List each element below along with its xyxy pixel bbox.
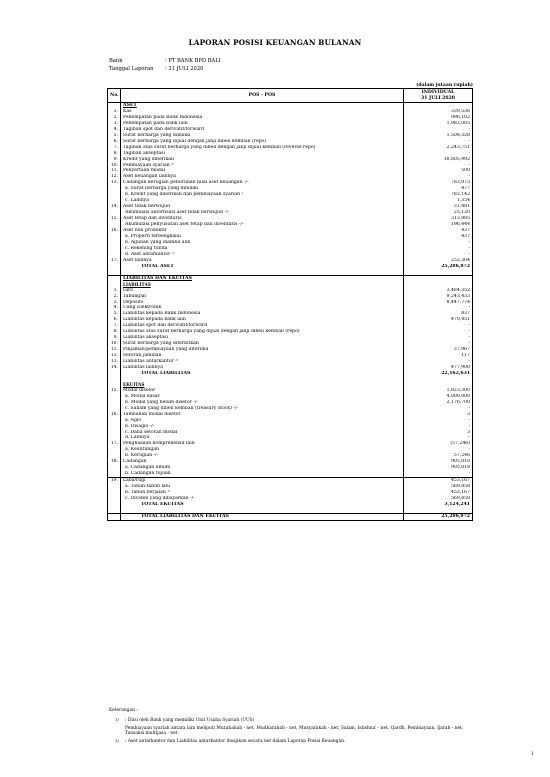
row-number: 15. [108,216,121,222]
row-label: a. Tahun-tahun lalu [121,484,404,490]
row-number: 19. [108,478,121,484]
row-label: Akumulasi amortisasi aset tidak berwujud -/- [121,210,404,216]
row-number: 17. [108,258,121,264]
row-value: - [404,139,473,145]
note-mark: 1) [115,718,119,722]
row-label: c. Dana setoran modal [121,430,404,436]
meta-value: : 31 JULI 2020 [165,66,204,72]
row-value: 569,858 [404,496,473,502]
meta-date [109,66,203,72]
row-number: 2. [108,294,121,300]
row-label: b. Kredit yang diberikan dan pembiayaan syariah ¹ [121,192,404,198]
note-item [109,726,469,737]
row-label: d. Aset antarkantor ²⁾ [121,252,404,258]
row-number: 4. [108,305,121,311]
meta-value: : PT BANK BPD BALI [165,58,221,64]
note-mark [109,726,125,737]
row-label: Setoran jaminan [121,353,404,359]
row-number [108,513,121,520]
row-value: 1,354 [404,198,473,204]
report-title: LAPORAN POSISI KEUANGAN BULANAN [188,38,362,47]
row-value: - [404,163,473,169]
row-value: - [404,471,473,477]
row-label: Cadangan [121,459,404,465]
row-label: Deposito [121,300,404,306]
row-value: 196,444 [404,222,473,228]
row-label: Tabungan [121,294,404,300]
row-value: - [404,359,473,365]
row-label: LIABILITAS DAN EKUITAS [121,275,404,281]
meta-key: Bank [109,58,123,64]
row-number: 10. [108,341,121,347]
row-label: Penyertaan modal [121,168,404,174]
row-value: 1,508,328 [404,133,473,139]
row-value: (57,246) [404,441,473,447]
row-label: b. Modal yang belum disetor -/- [121,400,404,406]
note-text: : Aset antarkantor dan Liabilitas antarkantor disajikan secara net dalam Laporan Posisi Keuangan. [125,738,346,744]
row-value: - [404,424,473,430]
row-number: 2. [108,115,121,121]
row-value: 31,481 [404,204,473,210]
row-label: Laba/rugi [121,478,404,484]
row-value: 453,167 [404,478,473,484]
row-number: 13. [108,180,121,186]
row-label: TOTAL LIABILITAS DAN EKUITAS [121,513,404,520]
row-label: c. Dividen yang dibayarkan -/- [121,496,404,502]
row-value: 905,018 [404,459,473,465]
row-value: 25,120 [404,210,473,216]
note-item [109,718,469,724]
row-label: Kredit yang diberikan [121,157,404,163]
row-value: - [404,406,473,412]
row-number: 10. [108,163,121,169]
row-label: b. Cadangan tujuan [121,471,404,477]
row-label: Liabilitas antarkantor ²⁾ [121,359,404,365]
row-value: 500 [404,168,473,174]
row-value: 453,167 [404,490,473,496]
row-number: 3. [108,121,121,127]
row-label: Pembiayaan syariah ¹⁾ [121,163,404,169]
row-label: Penghasilan komprehensif lain [121,441,404,447]
row-value: 313,885 [404,216,473,222]
row-number: 1. [108,109,121,115]
table-row [108,513,473,520]
row-label: ASET [121,103,404,109]
row-number: 15. [108,388,121,394]
row-label: c. Lainnya [121,198,404,204]
row-label: Liabilitas spot dan derivatif/forward [121,323,404,329]
row-value: 8,447,774 [404,300,473,306]
row-value: 25,286,872 [404,513,473,520]
row-label: b. Kerugian -/- [121,453,404,459]
row-value: 569,858 [404,484,473,490]
row-number: 8. [108,151,121,157]
row-value: - [404,252,473,258]
row-label: Penempatan pada bank lain [121,121,404,127]
row-number: 7. [108,323,121,329]
header-value-line1: INDIVIDUAL [421,89,455,95]
row-label: Liabilitas kepada bank lain [121,317,404,323]
header-pos: POS - POS [121,89,404,103]
row-value: 905,018 [404,465,473,471]
row-label: Liabilitas kepada Bank Indonesia [121,311,404,317]
row-label: b. Tahun berjalan ³⁾ [121,490,404,496]
header-no: No. [108,89,121,103]
row-number: 3. [108,300,121,306]
row-number: 5. [108,311,121,317]
notes-heading: Keterangan : [109,708,138,713]
meta-bank [109,58,221,64]
row-value: 25,286,872 [404,264,473,270]
row-label: a. Properti terbengkalai [121,234,404,240]
note-item [109,739,469,745]
row-label: c. Saham yang dibeli kembali (treasury stock) -/- [121,406,404,412]
row-number: 14. [108,365,121,371]
row-label: EKUITAS [121,382,404,388]
row-label: Penempatan pada Bank Indonesia [121,115,404,121]
row-value: - [404,174,473,180]
header-value-line2: 31 JULI 2020 [421,95,455,101]
row-label: b. Agunan yang diambil alih [121,240,404,246]
row-value: 9,243,433 [404,294,473,300]
financial-position-table [107,88,473,521]
row-value: 252,304 [404,258,473,264]
notes-list [109,718,469,744]
row-number: 7. [108,145,121,151]
row-label: Surat berharga yang diterbitkan [121,341,404,347]
row-label: Aset non produktif [121,228,404,234]
row-number: 6. [108,317,121,323]
row-label: a. Cadangan umum [121,465,404,471]
row-value: 117 [404,353,473,359]
row-label: c. Rekening tunda [121,246,404,252]
row-label: Tagihan spot dan derivatif/forward [121,127,404,133]
row-number: 6. [108,139,121,145]
notes [109,708,469,746]
row-value: - [404,240,473,246]
row-label: Modal disetor [121,388,404,394]
row-value: - [404,127,473,133]
row-value: 22,162,631 [404,371,473,377]
note-text: : Diisi oleh Bank yang memiliki Unit Usaha Syariah (UUS) [125,718,255,723]
row-value: 4,000,000 [404,394,473,400]
row-label: Aset tetap dan inventaris [121,216,404,222]
row-number: 9. [108,157,121,163]
row-number: 8. [108,329,121,335]
row-label: Surat berharga yang dimiliki [121,133,404,139]
meta-key: Tanggal Laporan [109,66,154,72]
row-value: - [404,418,473,424]
row-number: 9. [108,335,121,341]
row-label: Tagihan atas surat berharga yang dibeli dengan janji dijual kembali (reverse repo) [121,145,404,151]
row-label: TOTAL EKUITAS [121,502,404,508]
row-label: Tagihan akseptasi [121,151,404,157]
row-label: Aset lainnya [121,258,404,264]
row-label: a. Agio [121,418,404,424]
row-value: - [404,329,473,335]
row-label: Surat berharga yang dijual dengan janji dibeli kembali (repo) [121,139,404,145]
row-number: 11. [108,168,121,174]
row-value: 477 [404,186,473,192]
row-value: 783,973 [404,180,473,186]
row-number: 11. [108,347,121,353]
row-value: 3 [404,412,473,418]
row-label: a. Surat berharga yang dimiliki [121,186,404,192]
row-number: 12. [108,174,121,180]
row-label: Uang Elektronik [121,305,404,311]
row-label: a. Keuntungan [121,447,404,453]
row-value: 1,823,300 [404,388,473,394]
note-mark: 2) [115,738,119,743]
row-value: 2,176,700 [404,400,473,406]
unit-note: (dalam jutaan rupiah) [416,83,473,88]
row-value: 470,451 [404,317,473,323]
row-value: - [404,246,473,252]
row-value: 2,243,751 [404,145,473,151]
header-value [404,89,473,103]
row-label: Aset tidak berwujud [121,204,404,210]
row-value: 477,900 [404,365,473,371]
row-label: a. Modal dasar [121,394,404,400]
row-label: b. Disagio -/- [121,424,404,430]
row-label: TOTAL LIABILITAS [121,371,404,377]
row-value: - [404,447,473,453]
row-label: Akumulasi penyusutan aset tetap dan inventaris -/- [121,222,404,228]
row-number: 14. [108,204,121,210]
row-number: 17. [108,441,121,447]
row-number: 12. [108,353,121,359]
row-value: - [404,323,473,329]
row-value: 37,967 [404,347,473,353]
table-body [108,103,473,521]
row-value: - [404,335,473,341]
row-value: 782,142 [404,192,473,198]
row-value: 57,246 [404,453,473,459]
row-value: 1,983,005 [404,121,473,127]
row-value: - [404,341,473,347]
row-label: Liabilitas atas surat berharga yang dijual dengan janji dibeli kembali (repo) [121,329,404,335]
row-value: 3 [404,430,473,436]
row-label: Giro [121,288,404,294]
row-label: Cadangan kerugian penurunan nilai aset keuangan -/- [121,180,404,186]
row-value: - [404,305,473,311]
note-text: Pembiayaan syariah antara lain meliputi Murabahah - net, Mudharabah - net, Musyarakah - net, Salam, Istishna' - net, Qardh, Pembiayaan, Ijarah - net, Tansaksi multijasa - net. [125,725,464,737]
row-value: 996,102 [404,115,473,121]
row-number: 1. [108,288,121,294]
row-value: 339,536 [404,109,473,115]
row-label: Aset keuangan lainnya [121,174,404,180]
row-label: Kas [121,109,404,115]
row-number: 18. [108,459,121,465]
row-label: TOTAL ASET [121,264,404,270]
row-value: 18,805,992 [404,157,473,163]
row-label: Tambahan modal disetor [121,412,404,418]
row-label: Liabilitas akseptasi [121,335,404,341]
row-value: - [404,435,473,441]
row-label: d. Lainnya [121,435,404,441]
row-number: 5. [108,133,121,139]
row-value: 3,484,352 [404,288,473,294]
row-value: - [404,151,473,157]
row-label: Pinjaman/pembiayaan yang diterima [121,347,404,353]
row-number: 13. [108,359,121,365]
row-number: 16. [108,228,121,234]
row-label: LIABILITAS [121,282,404,288]
row-label: Liabilitas lainnya [121,365,404,371]
row-value: 437 [404,234,473,240]
page-number: 1 [531,752,534,757]
row-number: 4. [108,127,121,133]
row-value: 437 [404,228,473,234]
row-value: 837 [404,311,473,317]
table-header [108,89,473,103]
row-value: 3,124,241 [404,502,473,508]
row-number: 16. [108,412,121,418]
